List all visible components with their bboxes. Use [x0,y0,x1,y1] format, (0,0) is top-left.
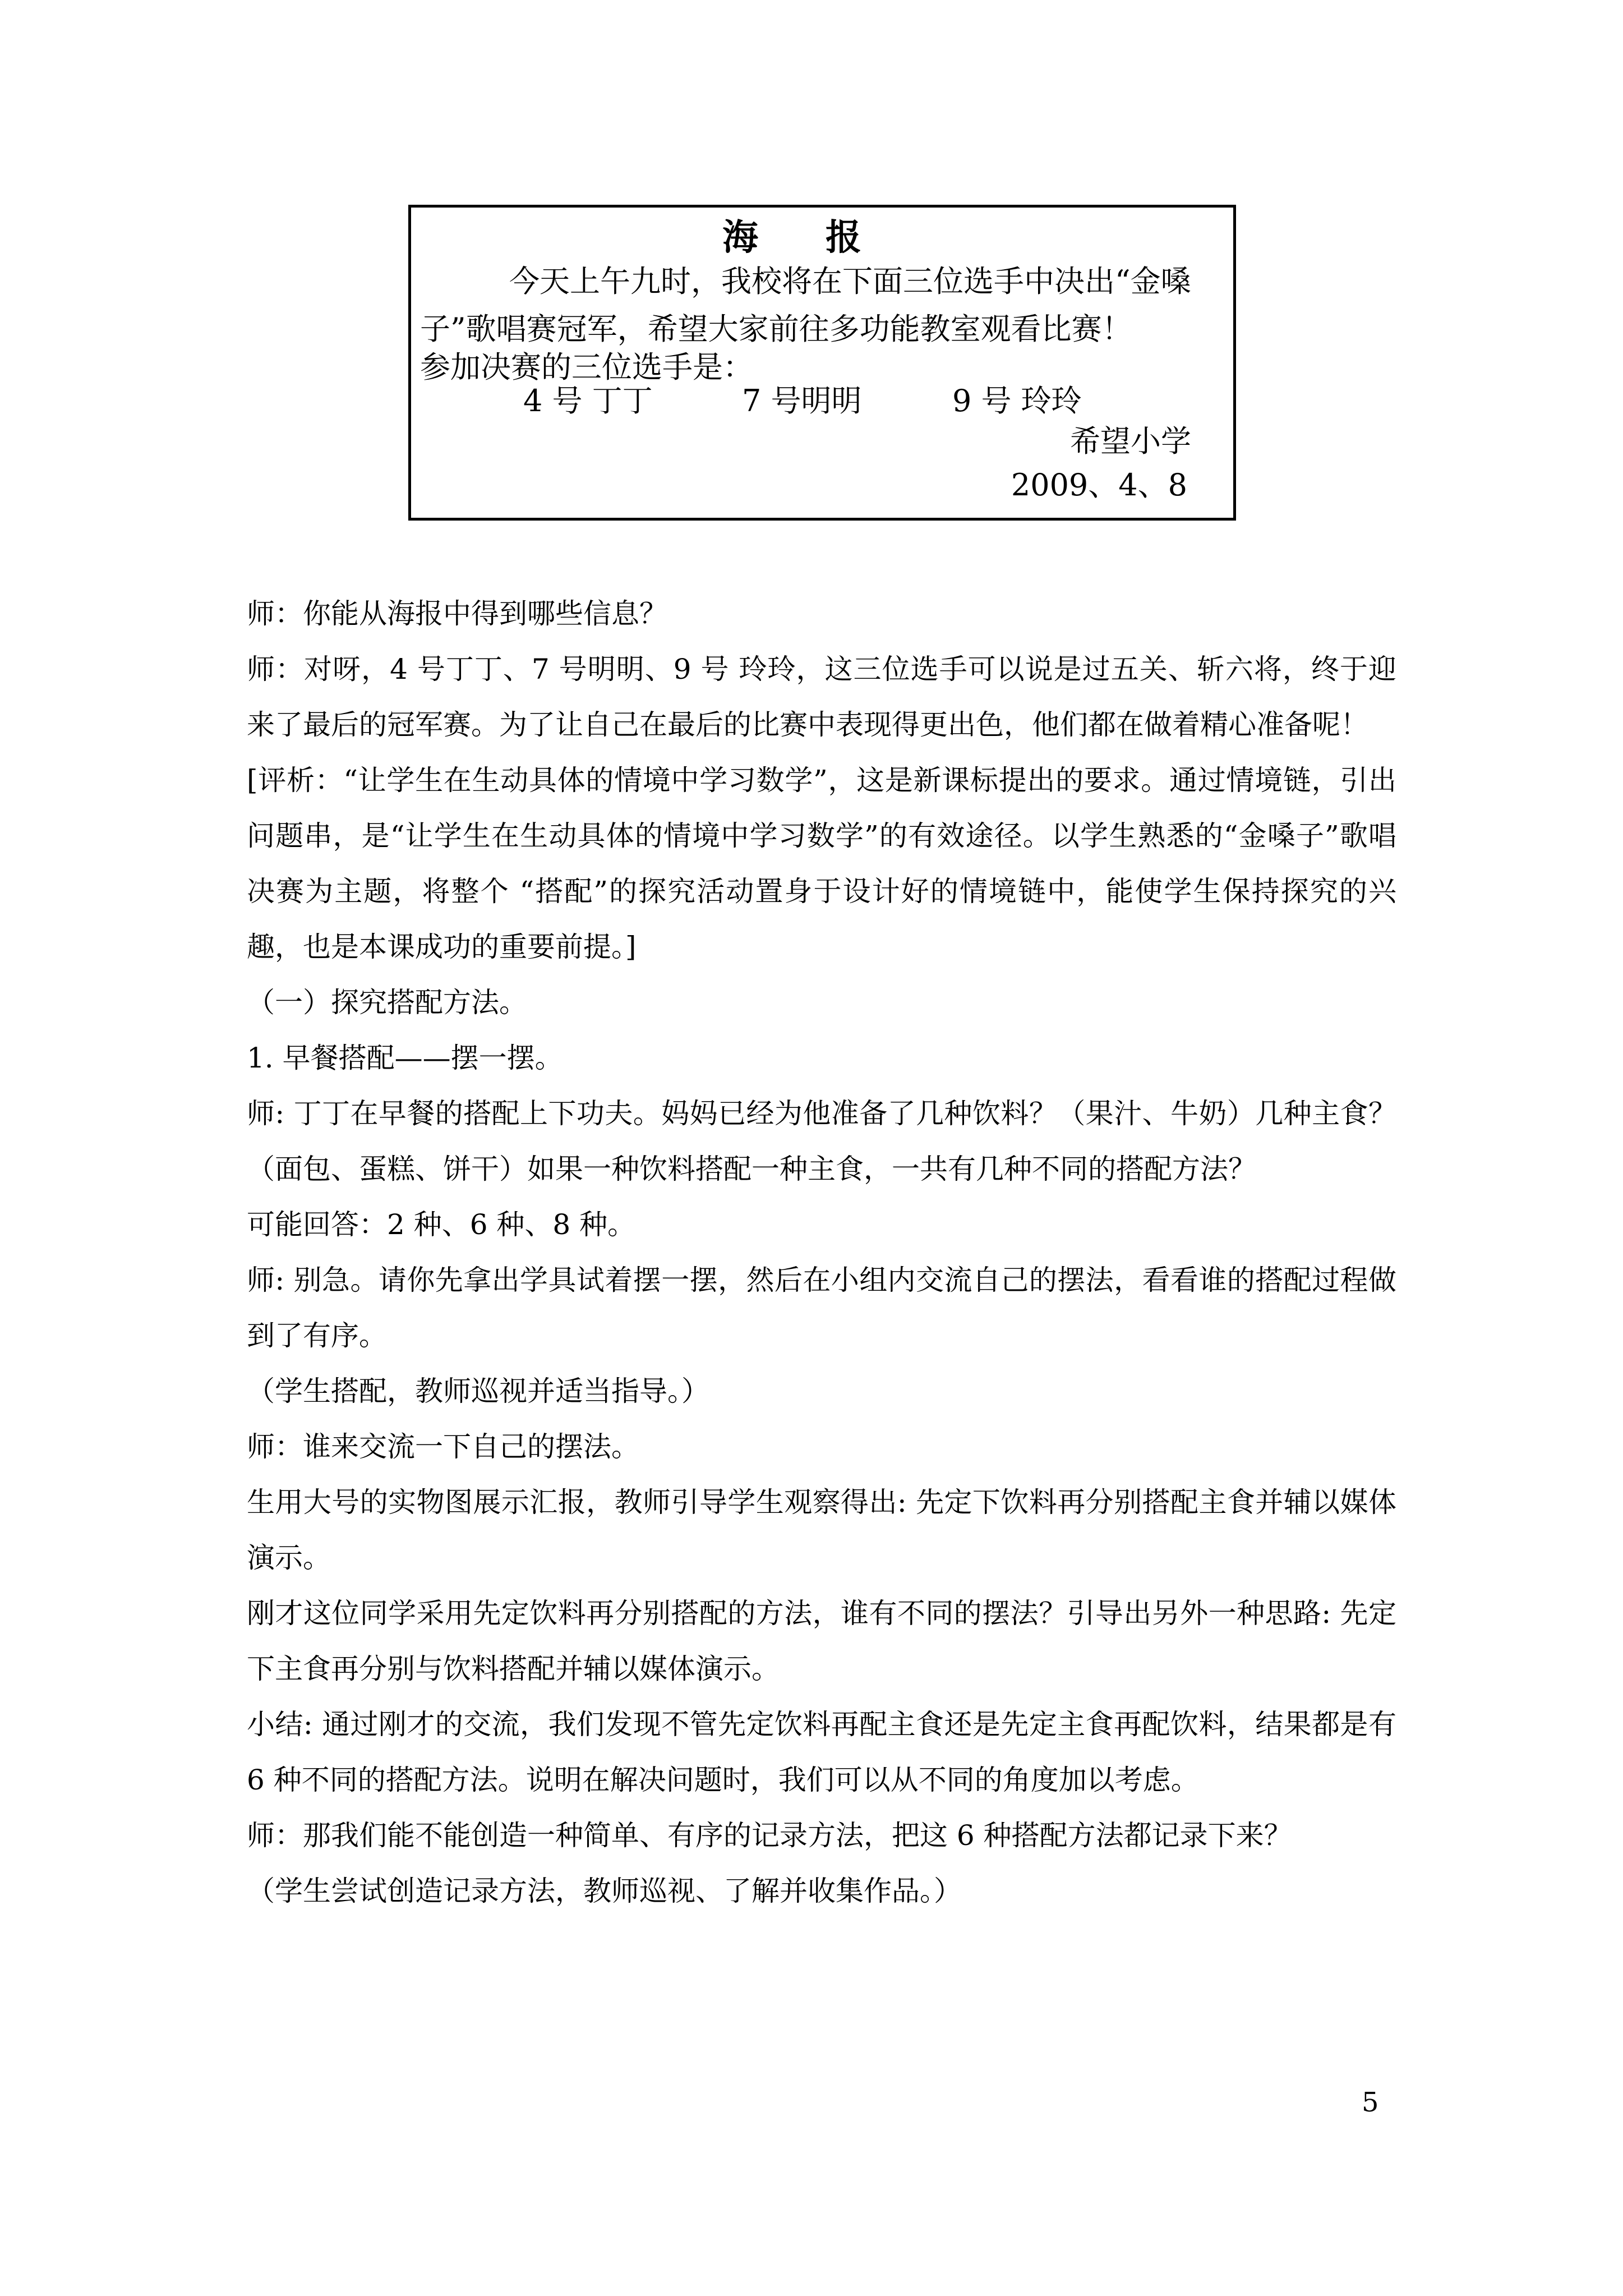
paragraph: 师：谁来交流一下自己的摆法。 [247,1430,639,1463]
poster-line-3: 参加决赛的三位选手是： [420,349,753,385]
paragraph: 刚才这位同学采用先定饮料再分别搭配的方法，谁有不同的摆法？引导出另外一种思路: 先定下主食再分别与饮料搭配并辅以媒体演示。 [247,1597,1396,1685]
paragraph: 师：那我们能不能创造一种简单、有序的记录方法，把这 6 种搭配方法都记录下来？ [247,1819,1292,1852]
paragraph: 可能回答：2 种、6 种、8 种。 [247,1208,636,1241]
paragraph: 生用大号的实物图展示汇报，教师引导学生观察得出: 先定下饮料再分别搭配主食并辅以媒体演示。 [247,1486,1396,1574]
finalist-3: 9 号 玲玲 [952,383,1082,418]
finalist-2: 7 号明明 [742,383,862,418]
paragraph: （学生尝试创造记录方法，教师巡视、了解并收集作品。） [247,1875,962,1907]
poster-title: 海报 [722,217,929,259]
poster-line-2: 子”歌唱赛冠军，希望大家前往多功能教室观看比赛！ [420,311,1132,347]
paragraph: 小结: 通过刚才的交流，我们发现不管先定饮料再配主食还是先定主食再配饮料，结果都是有 6 种不同的搭配方法。说明在解决问题时，我们可以从不同的角度加以考虑。 [247,1708,1396,1796]
lesson-body [247,586,1396,1919]
poster-organizer: 希望小学 [1070,424,1191,459]
poster-date: 2009、4、8 [1011,467,1187,503]
finalist-1: 4 号 丁丁 [523,383,653,418]
poster-line-1: 今天上午九时，我校将在下面三位选手中决出“金嗓 [509,264,1191,299]
page-number: 5 [1362,2087,1379,2118]
paragraph: [评析：“让学生在生动具体的情境中学习数学”，这是新课标提出的要求。通过情境链，引出问题串，是“让学生在生动具体的情境中学习数学”的有效途径。以学生熟悉的“金嗓子”歌唱决赛为主题，将整个 “搭配”的探究活动置身于设计好的情境链中，能使学生保持探究的兴趣，也是本课成功的重要前提。] [247,764,1396,963]
paragraph: 师: 丁丁在早餐的搭配上下功夫。妈妈已经为他准备了几种饮料？（果汁、牛奶）几种主食？（面包、蛋糕、饼干）如果一种饮料搭配一种主食，一共有几种不同的搭配方法？ [247,1097,1396,1185]
paragraph: 1. 早餐搭配——摆一摆。 [247,1042,563,1074]
paragraph: 师：你能从海报中得到哪些信息？ [247,597,667,630]
paragraph: （一）探究搭配方法。 [247,986,527,1019]
paragraph: 师: 别急。请你先拿出学具试着摆一摆，然后在小组内交流自己的摆法，看看谁的搭配过程做到了有序。 [247,1264,1396,1352]
poster-finalists [523,383,1082,418]
paragraph: 师：对呀，4 号丁丁、7 号明明、9 号 玲玲，这三位选手可以说是过五关、斩六将，终于迎来了最后的冠军赛。为了让自己在最后的比赛中表现得更出色，他们都在做着精心准备呢！ [247,653,1396,741]
paragraph: （学生搭配，教师巡视并适当指导。） [247,1375,709,1407]
poster-box [408,205,1236,521]
